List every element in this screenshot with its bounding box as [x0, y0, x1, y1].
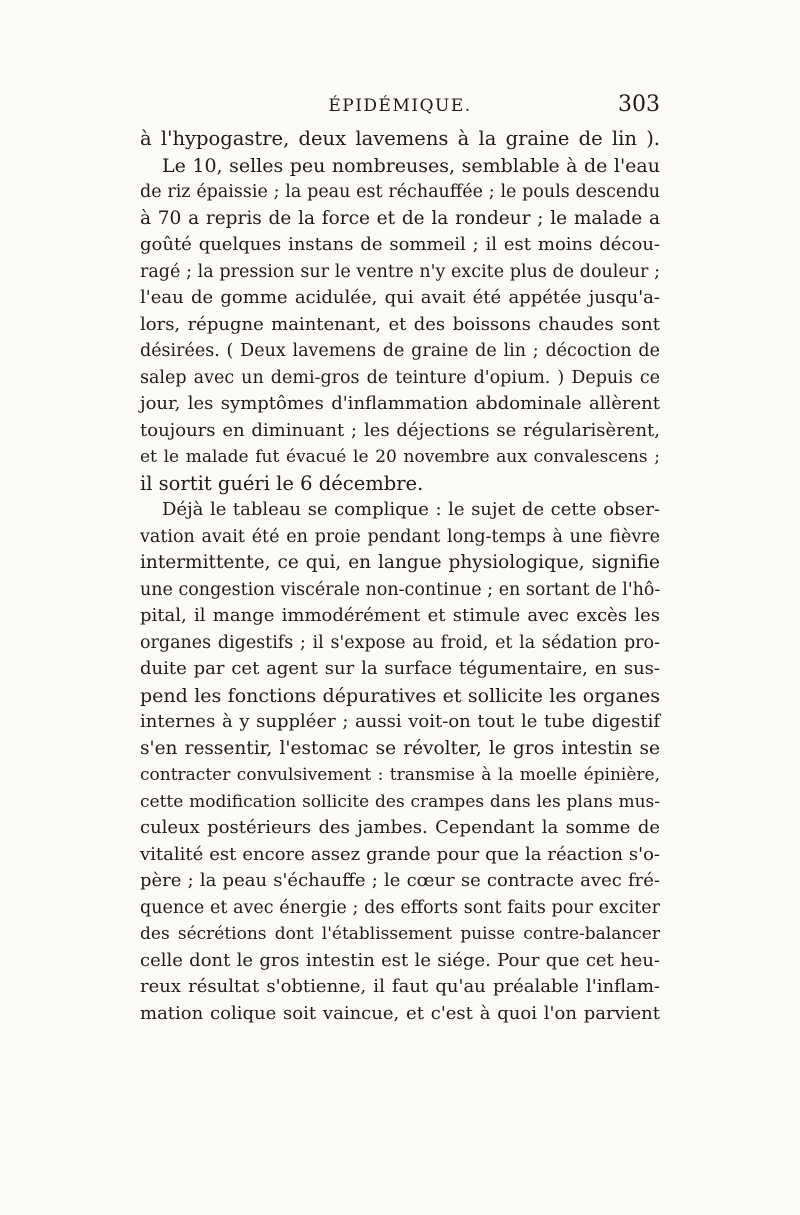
text-line: à 70 a repris de la force et de la rondeur ; le malade a [140, 207, 660, 229]
text-line: des sécrétions dont l'établissement puisse contre-balancer [140, 924, 660, 944]
text-line: jour, les symptômes d'inflammation abdominale allèrent [140, 393, 660, 414]
text-line: une congestion viscérale non-continue ; en sortant de l'hô- [140, 579, 661, 600]
text-line: internes à y suppléer ; aussi voit-on tout le tube digestif [140, 711, 660, 732]
text-line: celle dont le gros intestin est le siége. Pour que cet heu- [140, 949, 660, 971]
text-line: pital, il mange immodérément et stimule avec excès les [140, 605, 660, 626]
text-line: organes digestifs ; il s'expose au froid, et la sédation pro- [140, 632, 660, 653]
text-line: mation colique soit vaincue, et c'est à quoi l'on parvient [140, 1002, 660, 1024]
running-head [140, 92, 660, 126]
text-line: ragé ; la pression sur le ventre n'y excite plus de douleur ; [140, 261, 660, 282]
text-line: duite par cet agent sur la surface tégumentaire, en sus- [140, 658, 660, 679]
text-line: goûté quelques instans de sommeil ; il est moins décou- [140, 234, 660, 255]
text-line: contracter convulsivement : transmise à la moelle épinière, [140, 765, 660, 785]
page-number: 303 [618, 92, 660, 117]
text-line: quence et avec énergie ; des efforts sont faits pour exciter [140, 897, 660, 918]
text-line: et le malade fut évacué le 20 novembre aux convalescens ; [140, 447, 660, 467]
text-line: culeux postérieurs des jambes. Cependant la somme de [140, 817, 660, 838]
text-line: père ; la peau s'échauffe ; le cœur se contracte avec fré- [140, 870, 660, 891]
text-line: de riz épaissie ; la peau est réchauffée ; le pouls descendu [140, 182, 660, 202]
body-text [140, 126, 660, 1027]
text-line: pend les fonctions dépuratives et sollicite les organes [140, 684, 660, 707]
paragraph-start-line: Le 10, selles peu nombreuses, semblable à de l'eau [162, 154, 660, 177]
text-line: toujours en diminuant ; les déjections se régularisèrent, [140, 419, 660, 441]
text-line: intermittente, ce qui, en langue physiologique, signifie [140, 552, 660, 573]
text-line: à l'hypogastre, deux lavemens à la graine de lin ). [140, 127, 660, 150]
text-line: cette modification sollicite des crampes dans les plans mus- [140, 791, 660, 812]
text-line: s'en ressentir, l'estomac se révolter, le gros intestin se [140, 737, 660, 759]
paragraph-end-line: il sortit guéri le 6 décembre. [140, 471, 424, 495]
text-line: vitalité est encore assez grande pour que la réaction s'o- [140, 843, 660, 865]
text-line: reux résultat s'obtienne, il faut qu'au préalable l'inflam- [140, 976, 660, 997]
text-line: l'eau de gomme acidulée, qui avait été appétée jusqu'a- [140, 287, 660, 308]
text-line: désirées. ( Deux lavemens de graine de lin ; décoction de [140, 341, 660, 361]
running-head-title: ÉPIDÉMIQUE. [328, 96, 472, 116]
text-line: salep avec un demi-gros de teinture d'opium. ) Depuis ce [140, 367, 660, 388]
paragraph-start-line: Déjà le tableau se complique : le sujet de cette obser- [162, 499, 660, 520]
text-line: lors, répugne maintenant, et des boissons chaudes sont [140, 313, 660, 335]
text-line: vation avait été en proie pendant long-temps à une fièvre [140, 526, 660, 547]
